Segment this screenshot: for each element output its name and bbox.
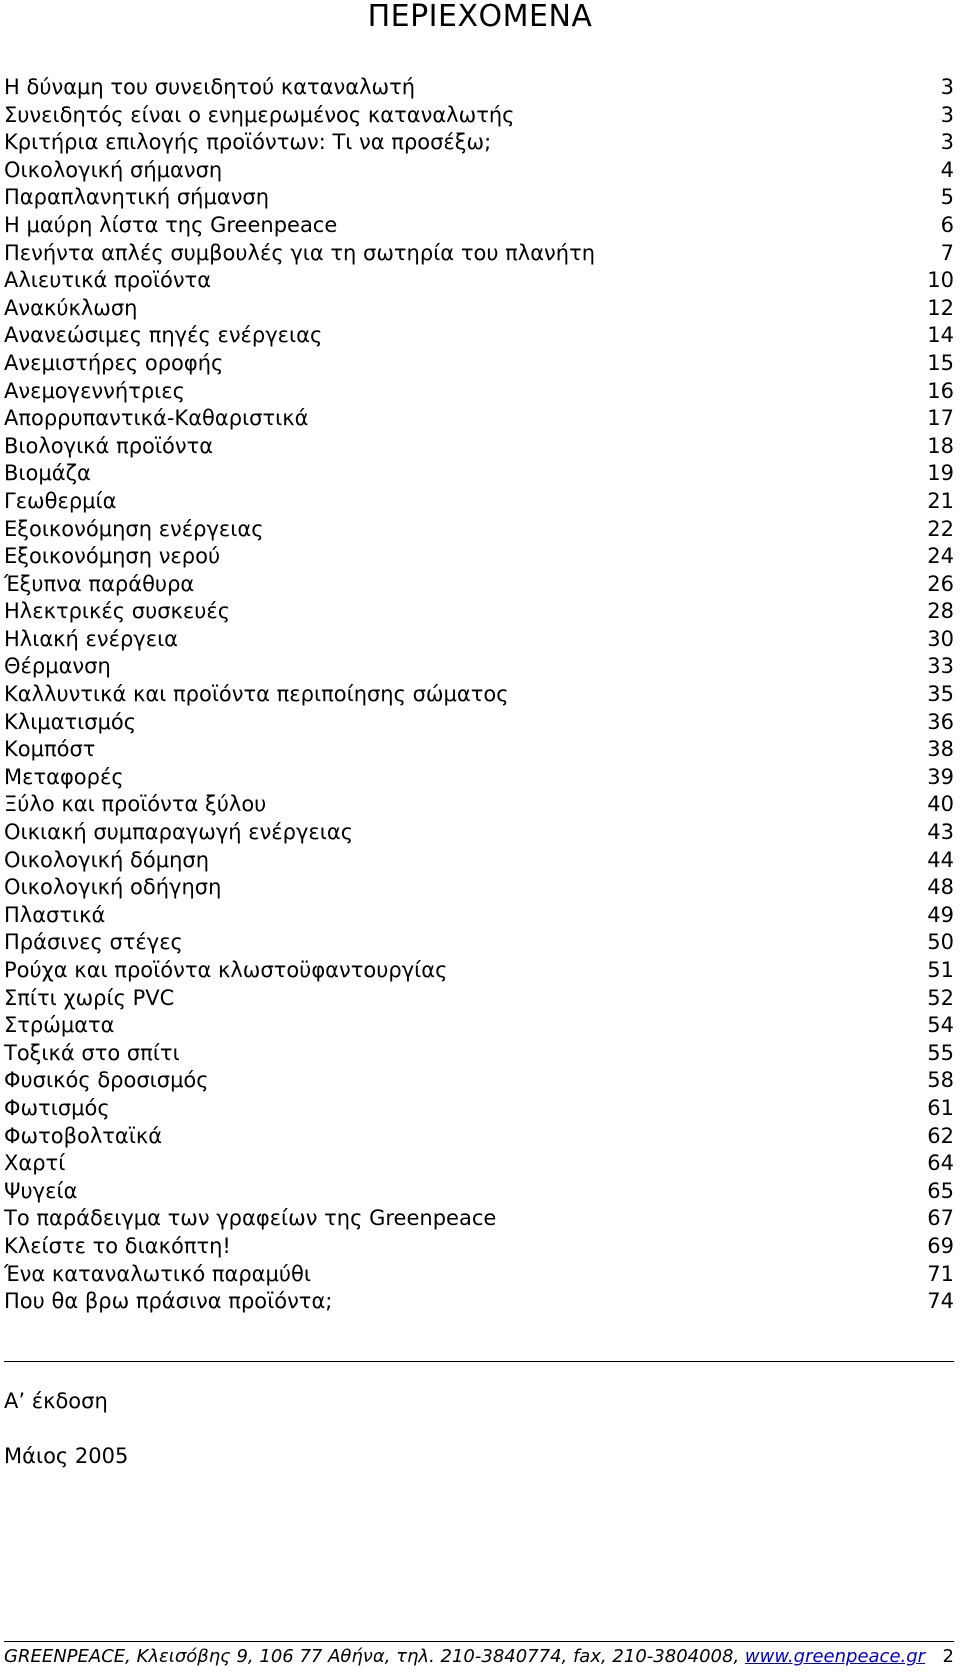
toc-entry-title: Παραπλανητική σήμανση: [4, 185, 270, 210]
toc-entry-title: Σπίτι χωρίς PVC: [4, 985, 175, 1010]
toc-entry: [4, 653, 954, 681]
toc-entry-title: Ανανεώσιμες πηγές ενέργειας: [4, 323, 323, 348]
toc-entry-title: Στρώματα: [4, 1013, 115, 1038]
toc-entry-page: 58: [927, 1068, 954, 1093]
toc-entry-page: 22: [927, 516, 954, 541]
toc-entry-page: 7: [940, 240, 954, 265]
toc-entry-title: Που θα βρω πράσινα προϊόντα;: [4, 1289, 333, 1314]
toc-entry-page: 71: [927, 1261, 954, 1286]
toc-entry: [4, 350, 954, 378]
toc-entry: [4, 1178, 954, 1206]
toc-entry-title: Πλαστικά: [4, 902, 106, 927]
toc-entry-title: Τοξικά στο σπίτι: [4, 1040, 180, 1065]
toc-entry-page: 67: [927, 1206, 954, 1231]
page-number: 2: [942, 1646, 954, 1667]
toc-entry-page: 48: [927, 875, 954, 900]
toc-entry: [4, 709, 954, 737]
toc-entry-page: 61: [927, 1095, 954, 1120]
toc-entry-title: Η δύναμη του συνειδητού καταναλωτή: [4, 75, 416, 99]
toc-entry-title: Θέρμανση: [4, 654, 111, 679]
toc-entry: [4, 1261, 954, 1289]
toc-entry-page: 52: [927, 985, 954, 1010]
toc-entry: [4, 378, 954, 406]
toc-entry: [4, 1288, 954, 1316]
toc-entry-page: 39: [927, 764, 954, 789]
toc-entry-page: 33: [927, 654, 954, 679]
toc-entry-title: Ανεμιστήρες οροφής: [4, 350, 224, 375]
toc-entry-page: 24: [927, 544, 954, 569]
footer-address: GREENPEACE, Κλεισόβης 9, 106 77 Αθήνα, τηλ. 210-3840774, fax, 210-3804008,: [4, 1646, 740, 1667]
toc-entry-title: Αλιευτικά προϊόντα: [4, 268, 212, 293]
toc-entry-page: 40: [927, 792, 954, 817]
toc-entry: [4, 74, 954, 102]
toc-entry-page: 10: [927, 268, 954, 293]
toc-entry-title: Κλιματισμός: [4, 709, 137, 734]
toc-entry: [4, 736, 954, 764]
toc-entry-page: 15: [927, 350, 954, 375]
toc-entry-title: Συνειδητός είναι ο ενημερωμένος καταναλωτής: [4, 102, 515, 127]
toc-entry: [4, 267, 954, 295]
toc-entry-title: Φωτοβολταϊκά: [4, 1123, 163, 1148]
toc-entry: [4, 1123, 954, 1151]
toc-entry-title: Ψυγεία: [4, 1178, 78, 1203]
toc-entry: [4, 543, 954, 571]
toc-entry-title: Ανακύκλωση: [4, 295, 138, 320]
toc-entry-title: Οικολογική σήμανση: [4, 157, 223, 182]
toc-entry-title: Γεωθερμία: [4, 488, 117, 513]
edition-date: Μάιος 2005: [4, 1444, 129, 1468]
toc-entry-title: Πενήντα απλές συμβουλές για τη σωτηρία του πλανήτη: [4, 240, 596, 265]
toc-entry: [4, 929, 954, 957]
toc-entry-title: Οικολογική οδήγηση: [4, 875, 222, 900]
toc-entry: [4, 405, 954, 433]
toc-entry: [4, 1233, 954, 1261]
toc-entry-title: Βιομάζα: [4, 461, 91, 486]
toc-entry: [4, 516, 954, 544]
toc-entry-page: 74: [927, 1289, 954, 1314]
toc-entry: [4, 212, 954, 240]
toc-entry: [4, 571, 954, 599]
toc-entry: [4, 1012, 954, 1040]
toc-entry-page: 3: [940, 75, 954, 99]
toc-entry: [4, 1040, 954, 1068]
toc-entry-title: Ρούχα και προϊόντα κλωστοϋφαντουργίας: [4, 958, 448, 982]
divider: [4, 1361, 954, 1362]
toc-entry: [4, 902, 954, 930]
toc-entry: [4, 129, 954, 157]
table-of-contents: [4, 74, 954, 1316]
toc-entry: [4, 1150, 954, 1178]
toc-entry: [4, 791, 954, 819]
toc-entry: [4, 957, 954, 985]
toc-entry-title: Οικολογική δόμηση: [4, 847, 210, 872]
toc-entry-page: 16: [927, 378, 954, 403]
toc-entry-page: 51: [927, 958, 954, 982]
toc-entry: [4, 1095, 954, 1123]
toc-entry-title: Απορρυπαντικά-Καθαριστικά: [4, 406, 309, 431]
toc-entry-title: Κλείστε το διακόπτη!: [4, 1233, 231, 1258]
toc-entry: [4, 433, 954, 461]
toc-entry-page: 55: [927, 1040, 954, 1065]
toc-entry-page: 65: [927, 1178, 954, 1203]
toc-entry-title: Καλλυντικά και προϊόντα περιποίησης σώματος: [4, 682, 509, 707]
toc-entry-page: 21: [927, 488, 954, 513]
toc-entry-page: 54: [927, 1013, 954, 1038]
toc-entry-title: Εξοικονόμηση ενέργειας: [4, 516, 264, 541]
toc-entry-title: Πράσινες στέγες: [4, 930, 183, 955]
toc-entry-title: Οικιακή συμπαραγωγή ενέργειας: [4, 820, 354, 845]
toc-entry-title: Έξυπνα παράθυρα: [4, 571, 195, 596]
toc-entry-page: 44: [927, 847, 954, 872]
toc-entry: [4, 240, 954, 268]
toc-entry-page: 36: [927, 709, 954, 734]
toc-entry: [4, 819, 954, 847]
toc-entry-page: 49: [927, 902, 954, 927]
toc-entry-page: 19: [927, 461, 954, 486]
toc-entry: [4, 681, 954, 709]
toc-entry-page: 4: [940, 157, 954, 182]
toc-entry-page: 28: [927, 599, 954, 624]
footer: [4, 1645, 954, 1669]
toc-entry-page: 26: [927, 571, 954, 596]
toc-entry-page: 18: [927, 433, 954, 458]
toc-entry-title: Εξοικονόμηση νερού: [4, 544, 221, 569]
page-title: ΠΕΡΙΕΧΟΜΕΝΑ: [367, 0, 593, 34]
toc-entry-title: Η μαύρη λίστα της Greenpeace: [4, 212, 338, 237]
toc-entry-title: Ανεμογεννήτριες: [4, 378, 185, 403]
toc-entry: [4, 102, 954, 130]
toc-entry-title: Ένα καταναλωτικό παραμύθι: [4, 1261, 311, 1286]
toc-entry-page: 50: [927, 930, 954, 955]
toc-entry-page: 3: [940, 130, 954, 155]
toc-entry-page: 14: [927, 323, 954, 348]
toc-entry: [4, 847, 954, 875]
toc-entry-title: Ηλιακή ενέργεια: [4, 626, 179, 651]
toc-entry-page: 30: [927, 626, 954, 651]
toc-entry-title: Χαρτί: [4, 1151, 66, 1176]
toc-entry: [4, 295, 954, 323]
toc-entry: [4, 598, 954, 626]
toc-entry: [4, 874, 954, 902]
toc-entry: [4, 985, 954, 1013]
toc-entry-page: 62: [927, 1123, 954, 1148]
toc-entry-page: 69: [927, 1233, 954, 1258]
toc-entry-page: 35: [927, 682, 954, 707]
toc-entry: [4, 1067, 954, 1095]
toc-entry: [4, 764, 954, 792]
toc-entry-page: 17: [927, 406, 954, 431]
toc-entry-page: 3: [940, 102, 954, 127]
footer-contact: [4, 1645, 925, 1669]
toc-entry: [4, 488, 954, 516]
toc-entry-page: 5: [940, 185, 954, 210]
toc-entry-title: Ηλεκτρικές συσκευές: [4, 599, 231, 624]
footer-divider: [4, 1641, 954, 1642]
toc-entry-title: Κριτήρια επιλογής προϊόντων: Τι να προσέξω;: [4, 130, 492, 155]
toc-entry: [4, 184, 954, 212]
toc-entry-title: Το παράδειγμα των γραφείων της Greenpeace: [4, 1206, 497, 1231]
toc-entry-page: 64: [927, 1151, 954, 1176]
toc-entry: [4, 460, 954, 488]
footer-website-link[interactable]: www.greenpeace.gr: [744, 1646, 926, 1667]
toc-entry: [4, 626, 954, 654]
toc-entry-page: 12: [927, 295, 954, 320]
toc-entry-page: 43: [927, 820, 954, 845]
toc-entry-title: Φυσικός δροσισμός: [4, 1068, 209, 1093]
toc-entry: [4, 322, 954, 350]
toc-entry: [4, 1205, 954, 1233]
toc-entry-title: Κομπόστ: [4, 737, 96, 762]
edition-label: Α’ έκδοση: [4, 1389, 108, 1413]
toc-entry-page: 6: [940, 212, 954, 237]
toc-entry-title: Φωτισμός: [4, 1095, 110, 1120]
toc-entry: [4, 157, 954, 185]
toc-entry-title: Ξύλο και προϊόντα ξύλου: [4, 792, 267, 817]
toc-entry-title: Μεταφορές: [4, 764, 124, 789]
toc-entry-title: Βιολογικά προϊόντα: [4, 433, 214, 458]
toc-entry-page: 38: [927, 737, 954, 762]
